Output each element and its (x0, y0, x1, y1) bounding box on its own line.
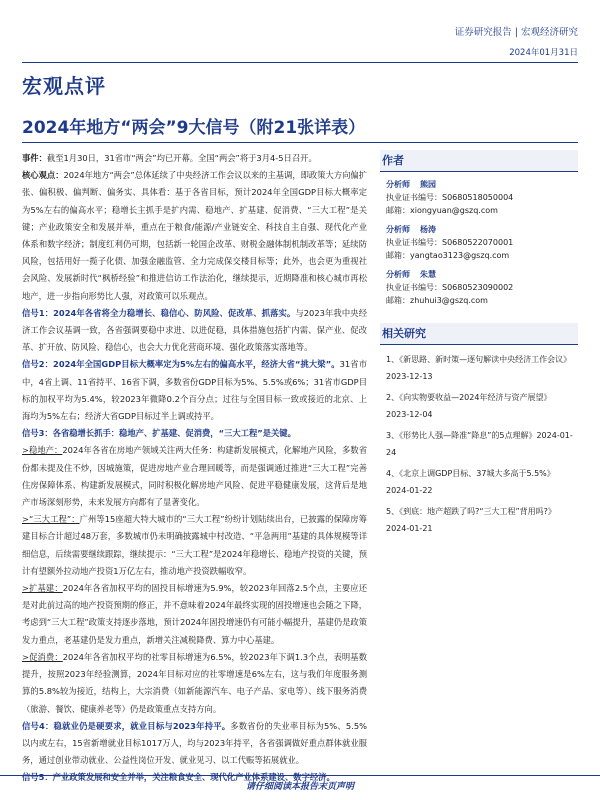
analyst-role: 分析师 (386, 270, 410, 279)
signal-2-text: 31省市中，4省上调、11省持平、16省下调，多数省份GDP目标为5%、5.5%或6%；31省市GDP目标的加权平均为5.4%，较2023年微降0.2个百分点；过往与全国目标一致或接近的北京、上海均为5%左右；经济大省GDP目标过半上调或持平。 (22, 359, 368, 422)
paragraph-core (22, 167, 367, 305)
three-projects-text: 广州等15座超大特大城市的“三大工程”纷纷计划陆续出台，已披露的保障房筹建目标合计超过48万套，多数城市仍未明确披露城中村改造、“平急两用”基建的具体规模等详细信息，后续需要继续跟踪，继续提示：“三大工程”是2024年稳增长、稳地产投资的关键，预计有望额外拉动地产投资1万亿左右，推动地产投资跌幅收窄。 (22, 514, 367, 576)
related-list (386, 351, 574, 537)
related-heading: 相关研究 (380, 323, 578, 345)
title-divider (22, 142, 578, 143)
main-body (22, 150, 367, 787)
analyst-cert: 执业证书编号：S0680518050004 (386, 193, 514, 202)
signal-3-heading: 信号3：各省稳增长抓手：稳地产、扩基建、促消费，“三大工程”是关键。 (22, 428, 296, 439)
infrastructure-lead: >扩基建： (22, 583, 63, 594)
report-date: 2024年01月31日 (509, 48, 578, 58)
related-item[interactable]: 5、《到底：地产超跌了吗?“三大工程”背用吗?》2024-01-21 (386, 507, 556, 533)
stabilize-property-lead: >稳地产： (22, 445, 63, 456)
analyst-name: 杨涛 (420, 225, 436, 234)
analyst-email[interactable]: 邮箱：xiongyuan@gszq.com (386, 206, 498, 215)
paragraph-three-projects (22, 511, 367, 580)
stabilize-property-text: 2024年各省在房地产领域关注两大任务：构建新发展模式，化解地产风险，多数省份都未提及住不炒，因城施策，促进房地产业合理回暖等，而是强调通过推进“三大工程”完善住房保障体系、构建新发展模式，同时积极化解房地产风险、促进平稳健康发展，这背后是地产市场深刻形势，未来发展方向都有了显著变化。 (22, 445, 368, 508)
signal-1-text: 与2023年我中央经济工作会议基调一致，各省强调要稳中求进、以进促稳，具体措施包括扩内需、保产业、促改革、扩开放、防风险、稳信心，也会大力优化营商环境、强化政策落实落地等。 (22, 307, 367, 353)
event-lead: 事件： (22, 153, 47, 163)
report-type: 证券研究报告 | 宏观经济研究 (454, 27, 578, 38)
sidebar (380, 150, 578, 541)
related-item[interactable]: 1、《新思路、新时策—逐句解读中央经济工作会议》2023-12-13 (386, 355, 572, 381)
consumption-text: 2024年各省加权平均的社零目标增速为6.5%，较2023年下调1.3个点，表明基数提升，按照2023年经验测算，2024年目标对应的社零增速是6%左右，这与我们年度服务测算的5.8%较为接近，结构上，大宗消费（如新能源汽车、电子产品、家电等）、线下服务消费（旅游、餐饮、健康养老等）仍是政策重点支持方向。 (22, 651, 367, 714)
paragraph-stabilize-property (22, 442, 367, 511)
paragraph-signal-1 (22, 305, 367, 357)
signal-2-heading: 信号2：2024年全国GDP目标大概率定为5%左右的偏高水平，经济大省“挑大梁”。 (22, 359, 340, 370)
analyst-email[interactable]: 邮箱：yangtao3123@gszq.com (386, 251, 510, 260)
analyst-card (386, 268, 578, 307)
related-item[interactable]: 4、《北京上调GDP目标、37城大多高于5.5%》2024-01-22 (386, 469, 555, 495)
report-title: 2024年地方“两会”9大信号（附21张详表） (22, 118, 366, 138)
core-lead: 核心观点： (22, 170, 64, 181)
related-item[interactable]: 3、《形势比人强—降准“降息”的5点理解》2024-01-24 (386, 431, 573, 457)
footer-disclaimer: 请仔细阅读本报告末页声明 (0, 775, 600, 800)
paragraph-signal-4 (22, 718, 367, 770)
three-projects-lead: >“三大工程”： (22, 514, 80, 525)
analyst-card (386, 178, 578, 217)
signal-4-heading: 信号4：稳就业仍是硬要求，就业目标与2023年持平。 (22, 720, 231, 731)
analyst-name: 朱慧 (420, 270, 436, 279)
signal-5-heading: 信号5：产业政策发展和安全并举，关注粮食安全、现代化产业体系建设、数字经济。 (22, 772, 335, 783)
paragraph-signal-3 (22, 425, 367, 442)
related-item[interactable]: 2、《向实物要收益—2024年经济与资产展望》2023-12-04 (386, 393, 552, 419)
paragraph-infrastructure (22, 580, 367, 649)
analyst-role: 分析师 (386, 180, 410, 189)
analyst-cert: 执业证书编号：S0680522070001 (386, 238, 514, 247)
analyst-name: 熊园 (420, 180, 436, 189)
header-divider (22, 62, 578, 63)
core-text: 2024年地方“两会”总体延续了中央经济工作会议以来的主基调，即政策大方向偏扩张、偏积极、偏判断、偏务实、具体看：基于各省目标，预计2024年全国GDP目标大概率定为5%左右的偏高水平；稳增长主抓手是扩内需、稳地产、扩基建、促消费、“三大工程”是关键；产业政策安全和发展并举，重点在于粮食/能源/产业链安全、科技自主自强、现代化产业体系和数字经济；制度红利仍可期，包括新一轮国企改革、财税金融体制机制改革等；延续防风险，包括用好一揽子化债、加强金融监管、全力完成保交楼目标等；此外，也会更为重视社会风险、发展新时代“枫桥经验”和推进信访工作法治化，继续提示，近期降准和核心城市再松地产，进一步指向形势比人强，对政策可以乐观点。 (22, 170, 368, 301)
paragraph-event (22, 150, 367, 167)
consumption-lead: >促消费： (22, 651, 63, 662)
paragraph-consumption (22, 649, 367, 718)
infrastructure-text: 2024年各省加权平均的固投目标增速为5.9%，较2023年回落2.5个点，主要应还是对此前过高的地产投资预期的修正，并不意味着2024年最终实现的固投增速也会随之下降，考虑到“三大工程”政策支持逐步落地，预计2024年固投增速仍有可能小幅提升，基建仍是政策发力重点，老基建仍是发力重点，新增关注减税降费、算力中心基建。 (22, 583, 367, 645)
signal-4-text: 多数省份的失业率目标为5%、5.5%以内或左右，15省新增就业目标1017万人，均与2023年持平，各省强调做好重点群体就业服务，通过创业带动就业、公益性岗位开发、就业见习、以工代赈等拓展就业。 (22, 720, 367, 766)
report-category: 宏观点评 (22, 74, 106, 98)
paragraph-signal-2 (22, 356, 367, 425)
analyst-card (386, 223, 578, 262)
analyst-cert: 执业证书编号：S0680523090002 (386, 283, 514, 292)
analyst-role: 分析师 (386, 225, 410, 234)
event-text: 截至1月30日，31省市“两会”均已开幕。全国“两会”将于3月4-5日召开。 (46, 153, 317, 163)
authors-heading: 作者 (380, 150, 578, 172)
analyst-email[interactable]: 邮箱：zhuhui3@gszq.com (386, 296, 488, 305)
signal-1-heading: 信号1：2024年各省将全力稳增长、稳信心、防风险、促改革、抓落实。 (22, 307, 296, 318)
